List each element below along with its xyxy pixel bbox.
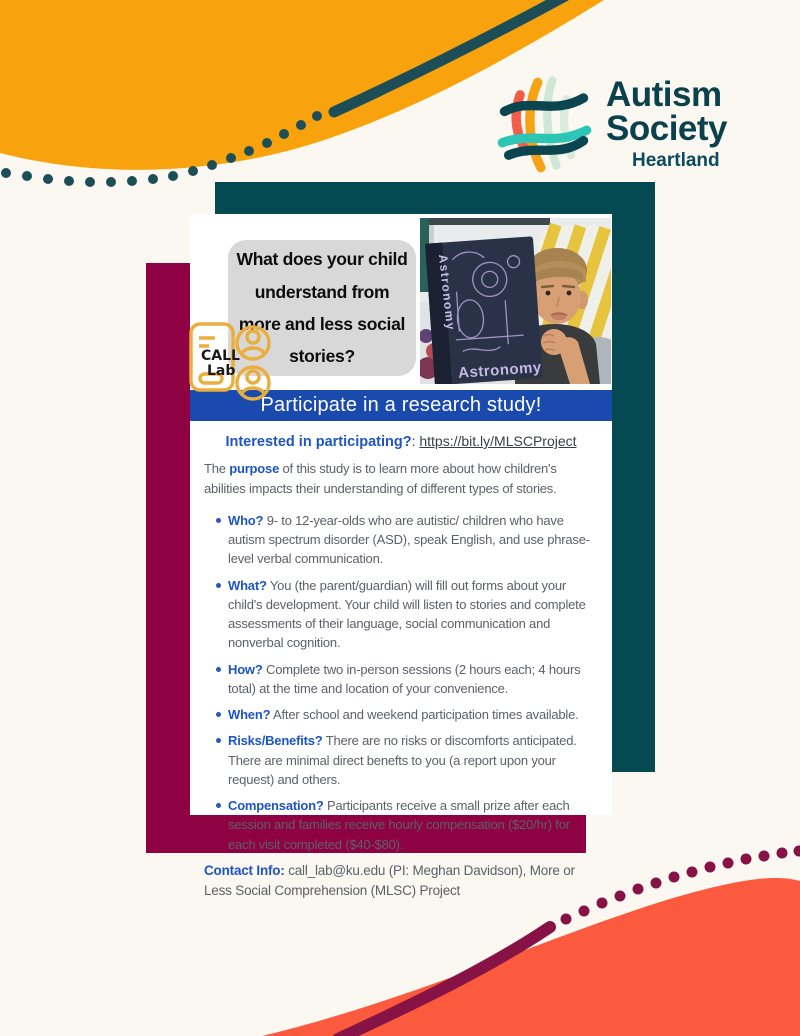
brand-name-line2: Society bbox=[606, 109, 727, 148]
book-spine-text: Astronomy bbox=[435, 253, 458, 332]
call-lab-logo bbox=[187, 316, 282, 409]
banner-text: Participate in a research study! bbox=[260, 394, 542, 416]
bullet-label: How? bbox=[228, 661, 263, 677]
window-frame bbox=[420, 218, 550, 225]
study-details-list bbox=[204, 511, 598, 854]
brand-logo bbox=[492, 68, 760, 180]
interest-separator: : bbox=[411, 433, 420, 449]
bullet-text: After school and weekend participation times available. bbox=[270, 707, 579, 723]
list-item bbox=[216, 511, 598, 569]
book-title-text: Astronomy bbox=[457, 358, 543, 382]
boy-reading-photo bbox=[420, 218, 611, 384]
headline-line: stories? bbox=[289, 346, 355, 367]
flyer bbox=[190, 214, 612, 898]
signup-link[interactable]: https://bit.ly/MLSCProject bbox=[419, 433, 577, 449]
list-item bbox=[216, 705, 598, 724]
lab-logo-line2: Lab bbox=[207, 363, 236, 379]
bullet-text: 9- to 12-year-olds who are autistic/ children who have autism spectrum disorder (ASD), speak English, and use phrase-level verbal communication. bbox=[228, 513, 590, 567]
bullet-text: Complete two in-person sessions (2 hours each; 4 hours total) at the time and location of your convenience. bbox=[228, 661, 581, 696]
headline-line: understand from bbox=[254, 281, 390, 302]
interest-line bbox=[204, 433, 598, 450]
list-item bbox=[216, 731, 598, 789]
purpose-bold: purpose bbox=[229, 461, 280, 476]
contact-info bbox=[204, 861, 598, 902]
brand-name-line1: Autism bbox=[606, 75, 722, 115]
headline-line: What does your child bbox=[236, 249, 408, 270]
interest-label: Interested in participating? bbox=[225, 434, 412, 450]
bullet-label: Risks/Benefits? bbox=[228, 733, 323, 749]
autism-society-ribbon-icon bbox=[492, 72, 596, 176]
list-item bbox=[216, 660, 598, 698]
headline-line: more and less social bbox=[238, 314, 406, 334]
bullet-label: Compensation? bbox=[228, 798, 324, 814]
contact-label: Contact Info: bbox=[204, 862, 285, 878]
bullet-text: You (the parent/guardian) will fill out forms about your child's development. Your child will listen to stories and complete assessments of their language, social communication and nonverbal cognition. bbox=[228, 577, 586, 651]
purpose-post: of this study is to learn more about how children's abilities impacts their understanding of different types of stories. bbox=[204, 461, 557, 496]
bullet-text: Participants receive a small prize after each session and families receive hourly compensation ($20/hr) for each visit completed ($40-$80). bbox=[228, 798, 570, 852]
flyer-body bbox=[190, 421, 612, 915]
brand-region: Heartland bbox=[632, 149, 720, 171]
lab-logo-line1: CALL bbox=[201, 348, 240, 364]
bullet-label: Who? bbox=[228, 513, 264, 528]
purpose-paragraph bbox=[204, 459, 598, 498]
bullet-label: When? bbox=[228, 707, 271, 723]
list-item bbox=[216, 796, 598, 854]
bullet-text: There are no risks or discomforts anticipated. There are minimal direct benefts to you (a report upon your request) and others. bbox=[228, 733, 577, 787]
astronomy-book bbox=[425, 236, 543, 384]
bullet-label: What? bbox=[228, 577, 267, 593]
purpose-pre: The bbox=[204, 461, 230, 476]
contact-text: call_lab@ku.edu (PI: Meghan Davidson), More or Less Social Comprehension (MLSC) Project bbox=[204, 862, 575, 898]
list-item bbox=[216, 576, 598, 653]
